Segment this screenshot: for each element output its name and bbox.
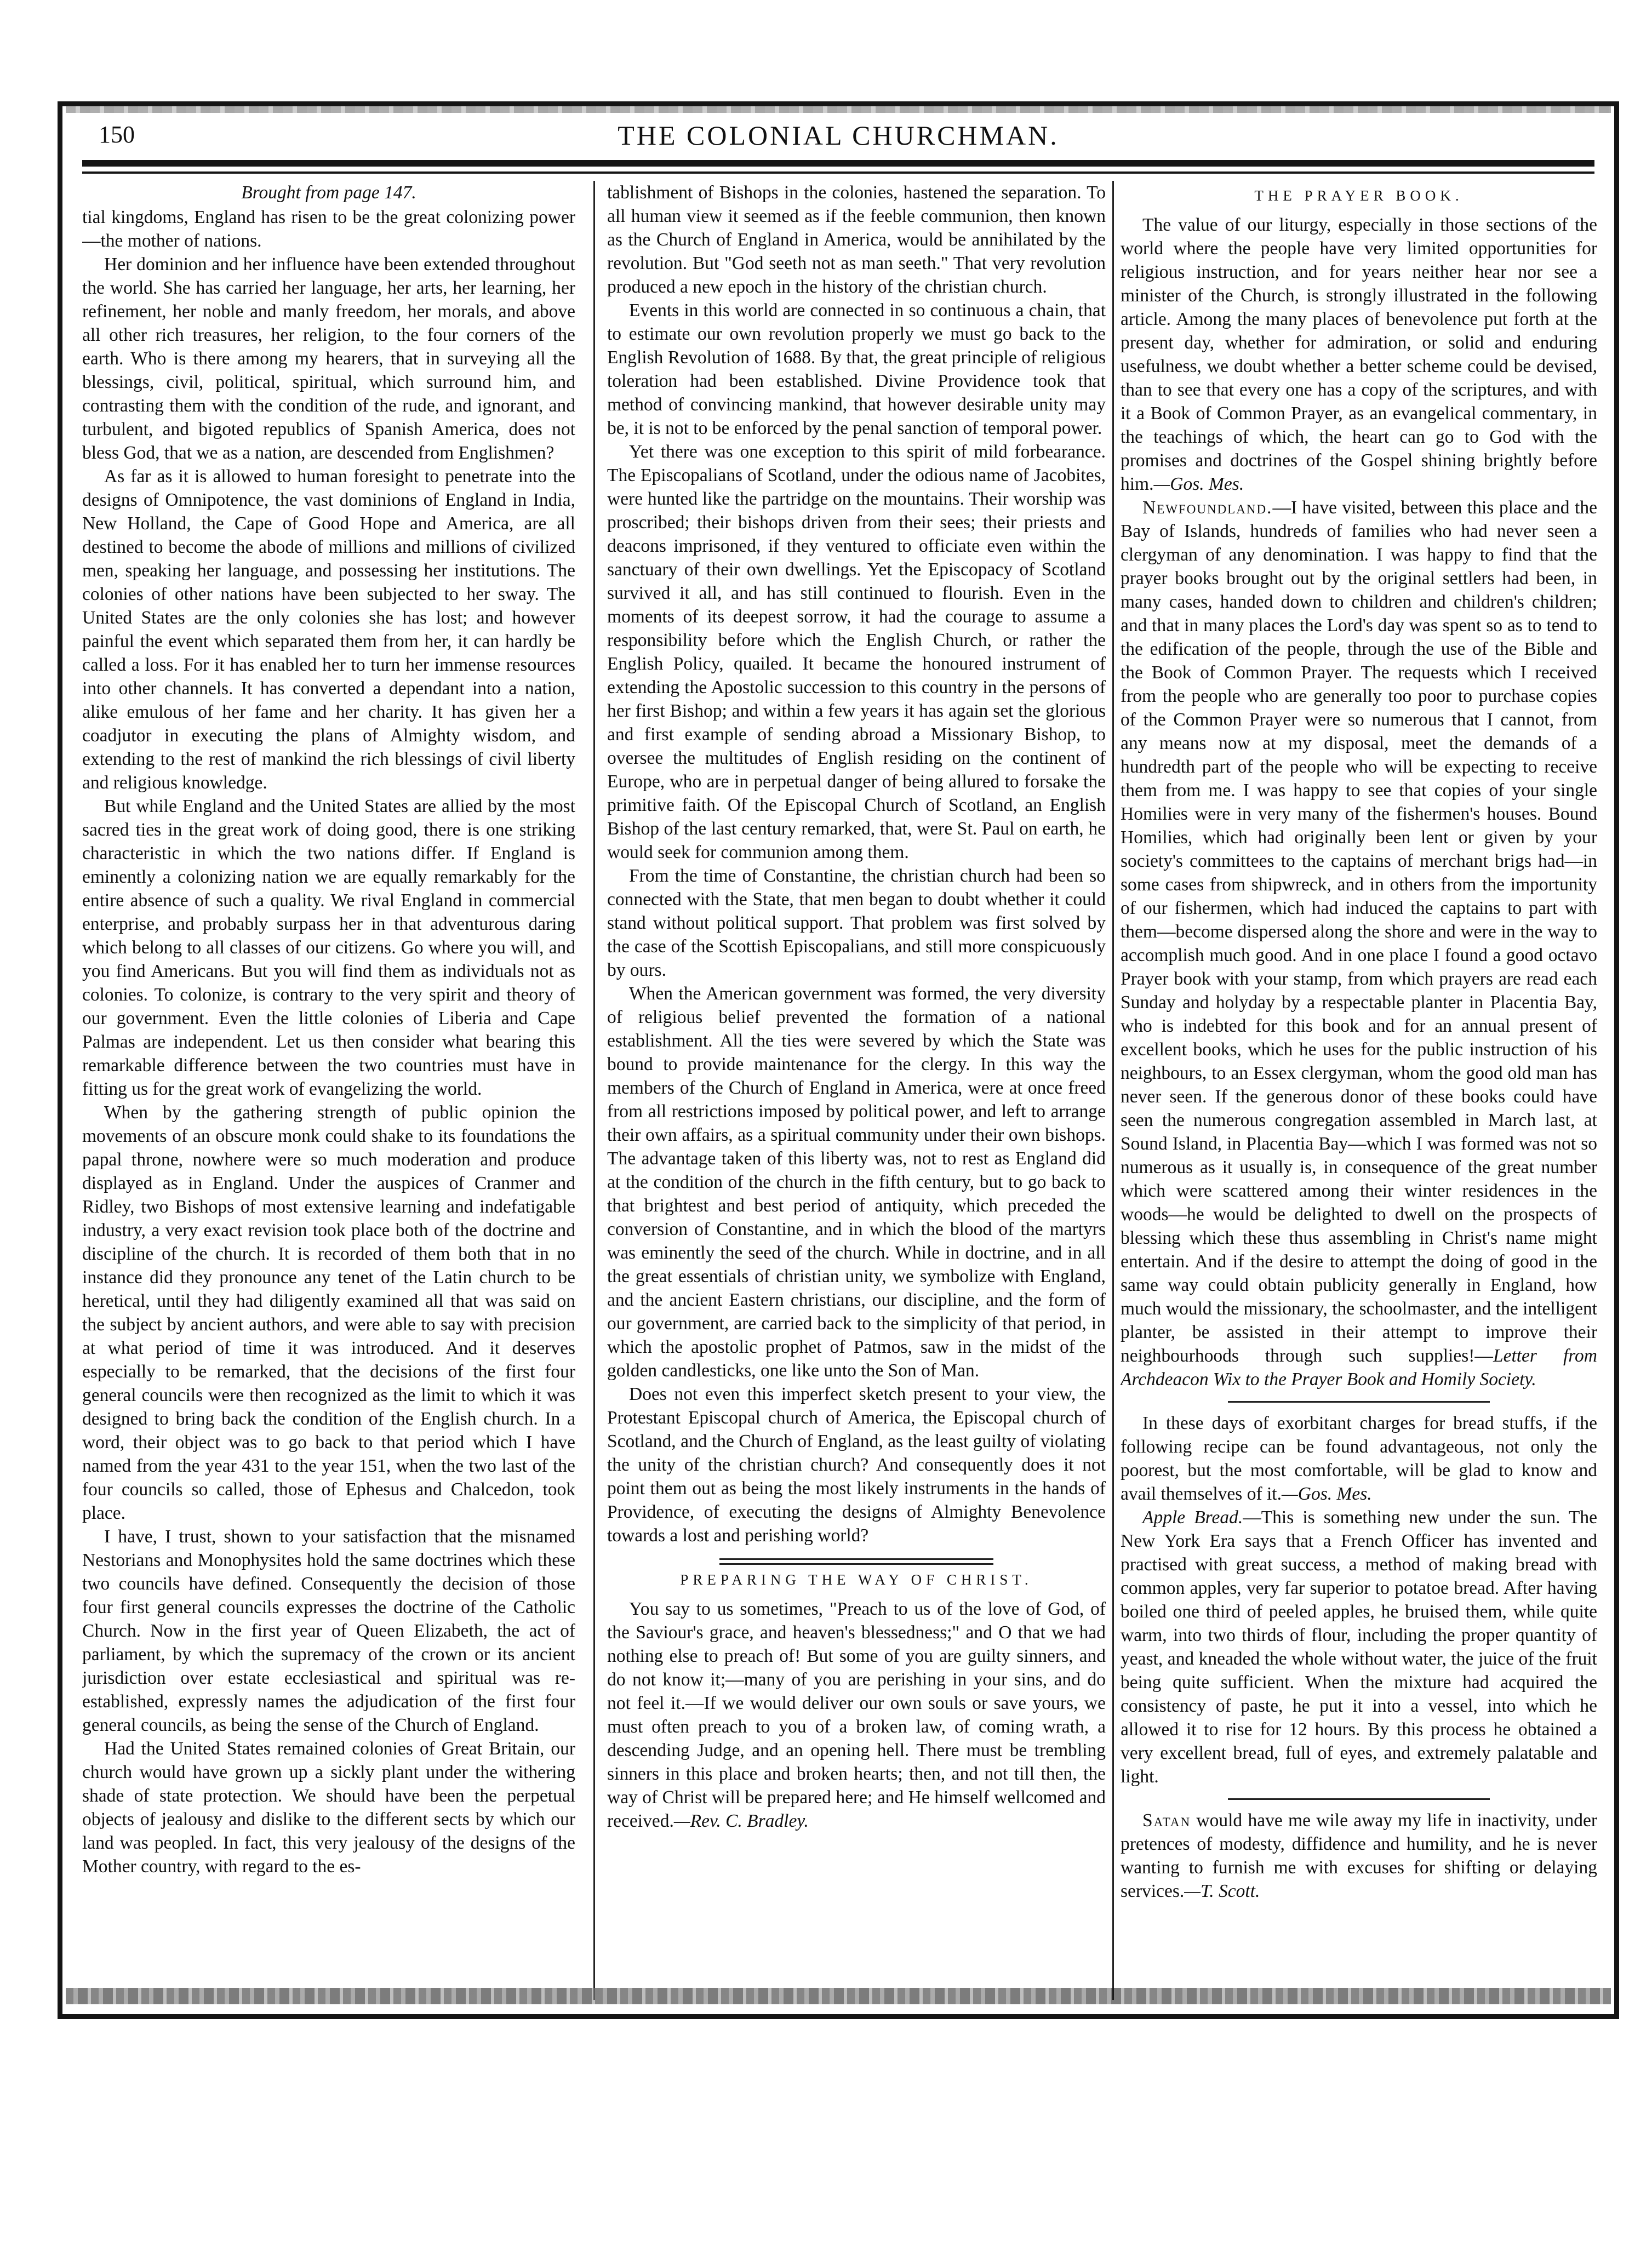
place-label: Newfoundland. bbox=[1142, 498, 1273, 518]
paragraph bbox=[1121, 496, 1597, 1391]
column-divider bbox=[593, 181, 595, 2000]
section-title: PREPARING THE WAY OF CHRIST. bbox=[680, 1571, 1033, 1588]
attribution: —Gos. Mes. bbox=[1153, 474, 1244, 494]
paragraph: When by the gathering strength of public opinion the movements of an obscure monk could shake to its foundations the papal throne, nowhere were so much moderation and produce displayed as in England. Under the auspices of Cranmer and Ridley, two Bishops of most extensive learning and indefatigable industry, a very exact revision took place both of the doctrine and discipline of the church. It is recorded of them both that in no instance did they pronounce any tenet of the Latin church to be heretical, until they had diligently examined all that was said on the subject by ancient authors, and were able to say with precision at what period of time it was introduced. And it deserves especially to be remarked, that the decisions of the first four general councils were then recognized as the limit to which it was designed to bring back the condition of the English church. In a word, their object was to go back to that period which I have named from the year 431 to the year 151, when the two last of the four councils so called, those of Ephesus and Chalcedon, took place. bbox=[82, 1102, 575, 1523]
recipe-text: —This is something new under the sun. The New York Era says that a French Officer has invented and practised with great success, a method of making bread with common apples, very far superior to potatoe bread. After having boiled one third of peeled apples, he bruised them, while quite warm, into two thirds of flour, including the proper quantity of yeast, and kneaded the whole without water, the juice of the fruit being quite sufficient. When the mixture had acquired the consistency of paste, he put it into a vessel, into which he allowed it to rise for 12 hours. By this process he obtained a very excellent bread, full of eyes, and extremely palatable and light. bbox=[1121, 1507, 1597, 1787]
paragraph: Her dominion and her influence have been extended throughout the world. She has carried her language, her arts, her learning, her refinement, her noble and manly freedom, her morals, and above all other rich treasures, her religion, to the four corners of the earth. Who is there among my hearers, that in surveying all the blessings, civil, political, spiritual, which surround him, and contrasting them with the condition of the rude, and ignorant, and turbulent, and bigoted republics of Spanish America, does not bless God, that we as a nation, are descended from Englishmen? bbox=[82, 254, 575, 463]
paragraph: tial kingdoms, England has risen to be the great colonizing power—the mother of nations. bbox=[82, 207, 575, 251]
continuation-note: Brought from page 147. bbox=[241, 182, 416, 203]
paragraph bbox=[1121, 213, 1597, 496]
section-divider bbox=[719, 1558, 994, 1565]
attribution: —Rev. C. Bradley. bbox=[673, 1811, 809, 1831]
recipe-intro: In these days of exorbitant charges for bread stuffs, if the following recipe can be found advantageous, not only the poorest, but the most comfortable, will be glad to know and avail themselves of it. bbox=[1121, 1413, 1597, 1504]
paragraph bbox=[607, 1597, 1106, 1833]
page-header bbox=[82, 116, 1594, 155]
column-divider bbox=[1112, 181, 1114, 2000]
paragraph: But while England and the United States are allied by the most sacred ties in the great work of doing good, there is one striking characteristic in which the two nations differ. If England is eminently a colonizing nation we are equally remarkably for the entire absence of such a quality. We rival England in commercial enterprise, and probably surpass her in that adventurous daring which belong to all classes of our citizens. Go where you will, and you find Americans. But you will find them as individuals not as colonies. To colonize, is contrary to the very spirit and theory of our government. Even the little colonies of Liberia and Cape Palmas are independent. Let us then consider what bearing this remarkable difference between the two countries must have in fitting us for the great work of evangelizing the world. bbox=[82, 796, 575, 1099]
quote-label: Satan bbox=[1142, 1810, 1191, 1831]
bottom-print-edge bbox=[66, 1988, 1611, 2004]
column-2 bbox=[607, 181, 1106, 2005]
attribution: —T. Scott. bbox=[1184, 1881, 1260, 1901]
quote-text: would have me wile away my life in inactivity, under pretences of modesty, diffidence and humility, and he is never wanting to furnish me with excuses for shifting or delaying services. bbox=[1121, 1810, 1597, 1901]
section-text: You say to us sometimes, "Preach to us of the love of God, of the Saviour's grace, and heaven's blessedness;" and O that we had nothing else to preach of! But some of you are guilty sinners, and do not know it;—many of you are perishing in your sins, and do not feel it.—If we would deliver our own souls or save yours, we must often preach to you of a broken law, of coming wrath, a descending Judge, and an opening hell. There must be trembling sinners in this place and broken hearts; then, and not till then, the way of Christ will be prepared here; and He himself wellcomed and received. bbox=[607, 1599, 1106, 1831]
intro-text: The value of our liturgy, especially in those sections of the world where the people have very limited opportunities for religious instruction, and for years neither hear nor see a minister of the Church, is strongly illustrated in the following article. Among the many places of benevolence put forth at the present day, whether for admiration, or solid and enduring usefulness, we doubt whether a better scheme could be devised, than to see that every one has a copy of the scriptures, and with it a Book of Common Prayer, as an evangelical commentary, in the teachings of which, the heart can go to God with the promises and doctrines of the Gospel shining brightly before him. bbox=[1121, 215, 1597, 494]
page-number: 150 bbox=[99, 121, 135, 148]
section-divider bbox=[1228, 1798, 1490, 1800]
column-3 bbox=[1121, 181, 1597, 2005]
section-title: THE PRAYER BOOK. bbox=[1254, 187, 1464, 204]
column-1 bbox=[82, 181, 575, 2005]
paragraph: As far as it is allowed to human foresight to penetrate into the designs of Omnipotence, the vast dominions of England in India, New Holland, the Cape of Good Hope and America, are all destined to become the abode of millions and millions of civilized men, speaking her language, and possessing her institutions. The colonies of other nations have been subjected to her sway. The United States are the only colonies she has lost; and however painful the event which separated them from her, it can hardly be called a loss. For it has enabled her to turn her immense resources into other channels. It has converted a dependant into a nation, alike emulous of her fame and her charity. It has given her a coadjutor in executing the plans of Almighty wisdom, and extending to the rest of mankind the rich blessings of civil liberty and religious knowledge. bbox=[82, 466, 575, 793]
attribution: Letter from Archdeacon Wix to the Prayer Book and Homily Society. bbox=[1121, 1346, 1597, 1390]
paragraph: Had the United States remained colonies of Great Britain, our church would have grown up a sickly plant under the withering shade of state protection. We should have been the perpetual objects of jealousy and dislike to the different sects by which our land was peopled. In fact, this very jealousy of the designs of the Mother country, with regard to the es- bbox=[82, 1739, 575, 1877]
recipe-label: Apple Bread. bbox=[1142, 1507, 1243, 1528]
paragraph bbox=[1121, 1809, 1597, 1903]
letter-text: —I have visited, between this place and the Bay of Islands, hundreds of families who had never seen a clergyman of any denomination. I was happy to find that the prayer books brought out by the original settlers had been, in many cases, handed down to children and children's children; and that in many places the Lord's day was spent so as to tend to the edification of the people, through the use of the Bible and the Book of Common Prayer. The requests which I received from the people who are generally too poor to purchase copies of the Common Prayer were so numerous that I cannot, from any means now at my disposal, meet the demands of a hundredth part of the people who will be expecting to receive them from me. I was happy to see that copies of your single Homilies were in very many of the fishermen's houses. Bound Homilies, which had originally been lent or given by your society's committees to the captains of merchant brigs had—in some cases from shipwreck, and in others from the importunity of our fishermen, which had induced the captains to part with them—become dispersed along the shore and were in the way to accomplish much good. And in one place I found a good octavo Prayer book with your stamp, from which prayers are read each Sunday and holyday by a respectable planter in Placentia Bay, who is indebted for this book and for an annual present of excellent books, which he uses for the public instruction of his neighbours, to an Essex clergyman, whom the good old man has never seen. If the generous donor of these books could have seen the numerous congregation assembled in March last, at Sound Island, in Placentia Bay—which I was formed was not so numerous as it usually is, in consequence of the great number which were scattered among their winter residences in the woods—he would be delighted to dwell on the prospects of blessing which these thus assembling in Christ's name might entertain. And if the desire to attempt the doing of good in the same way could obtain publicity generally in England, how much would the missionary, the schoolmaster, and the intelligent planter, be assisted in their attempt to improve their neighbourhoods through such supplies!— bbox=[1121, 498, 1597, 1366]
paragraph: From the time of Constantine, the christian church had been so connected with the State, that men began to doubt whether it could stand without political support. That problem was first solved by the case of the Scottish Episcopalians, and still more conspicuously by ours. bbox=[607, 866, 1106, 980]
paragraph: I have, I trust, shown to your satisfaction that the misnamed Nestorians and Monophysites hold the same doctrines which these two councils have defined. Consequently the decision of those four first general councils expresses the doctrine of the Catholic Church. Now in the first year of Queen Elizabeth, the act of parliament, by which the supremacy of the crown or its ancient jurisdiction over estate ecclesiastical and spiritual was re-established, expressly names the adjudication of the first four general councils, as being the sense of the Church of England. bbox=[82, 1527, 575, 1735]
paragraph bbox=[1121, 1506, 1597, 1788]
header-rule-thick bbox=[82, 160, 1594, 167]
running-title: THE COLONIAL CHURCHMAN. bbox=[618, 120, 1059, 151]
paragraph: Events in this world are connected in so continuous a chain, that to estimate our own revolution properly we must go back to the English Revolution of 1688. By that, the great principle of religious toleration had been established. Divine Providence took that method of convincing mankind, that however desirable unity may be, it is not to be enforced by the penal sanction of temporal power. bbox=[607, 300, 1106, 438]
attribution: —Gos. Mes. bbox=[1281, 1484, 1372, 1504]
paragraph: tablishment of Bishops in the colonies, hastened the separation. To all human view it seemed as if the feeble communion, then known as the Church of England in America, would be annihilated by the revolution. But "God seeth not as man seeth." That very revolution produced a new epoch in the history of the christian church. bbox=[607, 182, 1106, 297]
paragraph: Does not even this imperfect sketch present to your view, the Protestant Episcopal church of America, the Episcopal church of Scotland, and the Church of England, as the least guilty of violating the unity of the christian church? And consequently does it not point them out as being the most likely instruments in the hands of Providence, of executing the designs of Almighty Benevolence towards a lost and perishing world? bbox=[607, 1384, 1106, 1546]
paragraph: When the American government was formed, the very diversity of religious belief prevented the formation of a national establishment. All the ties were severed by which the State was bound to provide maintenance for the clergy. In this way the members of the Church of England in America, were at once freed from all restrictions imposed by political power, and left to arrange their own affairs, as a spiritual community under their own bishops. The advantage taken of this liberty was, not to rest as England did at the condition of the church in the fifth century, but to go back to that brightest and best period of antiquity, which preceded the conversion of Constantine, and in which the blood of the martyrs was eminently the seed of the church. While in doctrine, and in all the great essentials of christian unity, we symbolize with England, and the ancient Eastern christians, our discipline, and the form of our government, are carried back to the simplicity of that period, in which the apostolic prophet of Patmos, saw in the midst of the golden candlesticks, one like unto the Son of Man. bbox=[607, 984, 1106, 1381]
header-rule-thin bbox=[82, 171, 1594, 174]
paragraph: Yet there was one exception to this spirit of mild forbearance. The Episcopalians of Scotland, under the odious name of Jacobites, were hunted like the partridge on the mountains. Their worship was proscribed; their bishops driven from their sees; their priests and deacons imprisoned, if they ventured to officiate even within the sanctuary of their own dwellings. Yet the Episcopacy of Scotland survived it all, and has still continued to flourish. Even in the moments of its deepest sorrow, it had the courage to assume a responsibility before which the English Church, or rather the English Policy, quailed. It became the honoured instrument of extending the Apostolic succession to this country in the persons of her first Bishop; and within a few years it has again set the glorious and first example of sending abroad a Missionary Bishop, to oversee the multitudes of English residing on the continent of Europe, who are in perpetual danger of being allured to forsake the primitive faith. Of the Episcopal Church of Scotland, an English Bishop of the last century remarked, that, were St. Paul on earth, he would seek for communion among them. bbox=[607, 442, 1106, 862]
section-divider bbox=[1228, 1401, 1490, 1403]
paragraph bbox=[1121, 1411, 1597, 1506]
